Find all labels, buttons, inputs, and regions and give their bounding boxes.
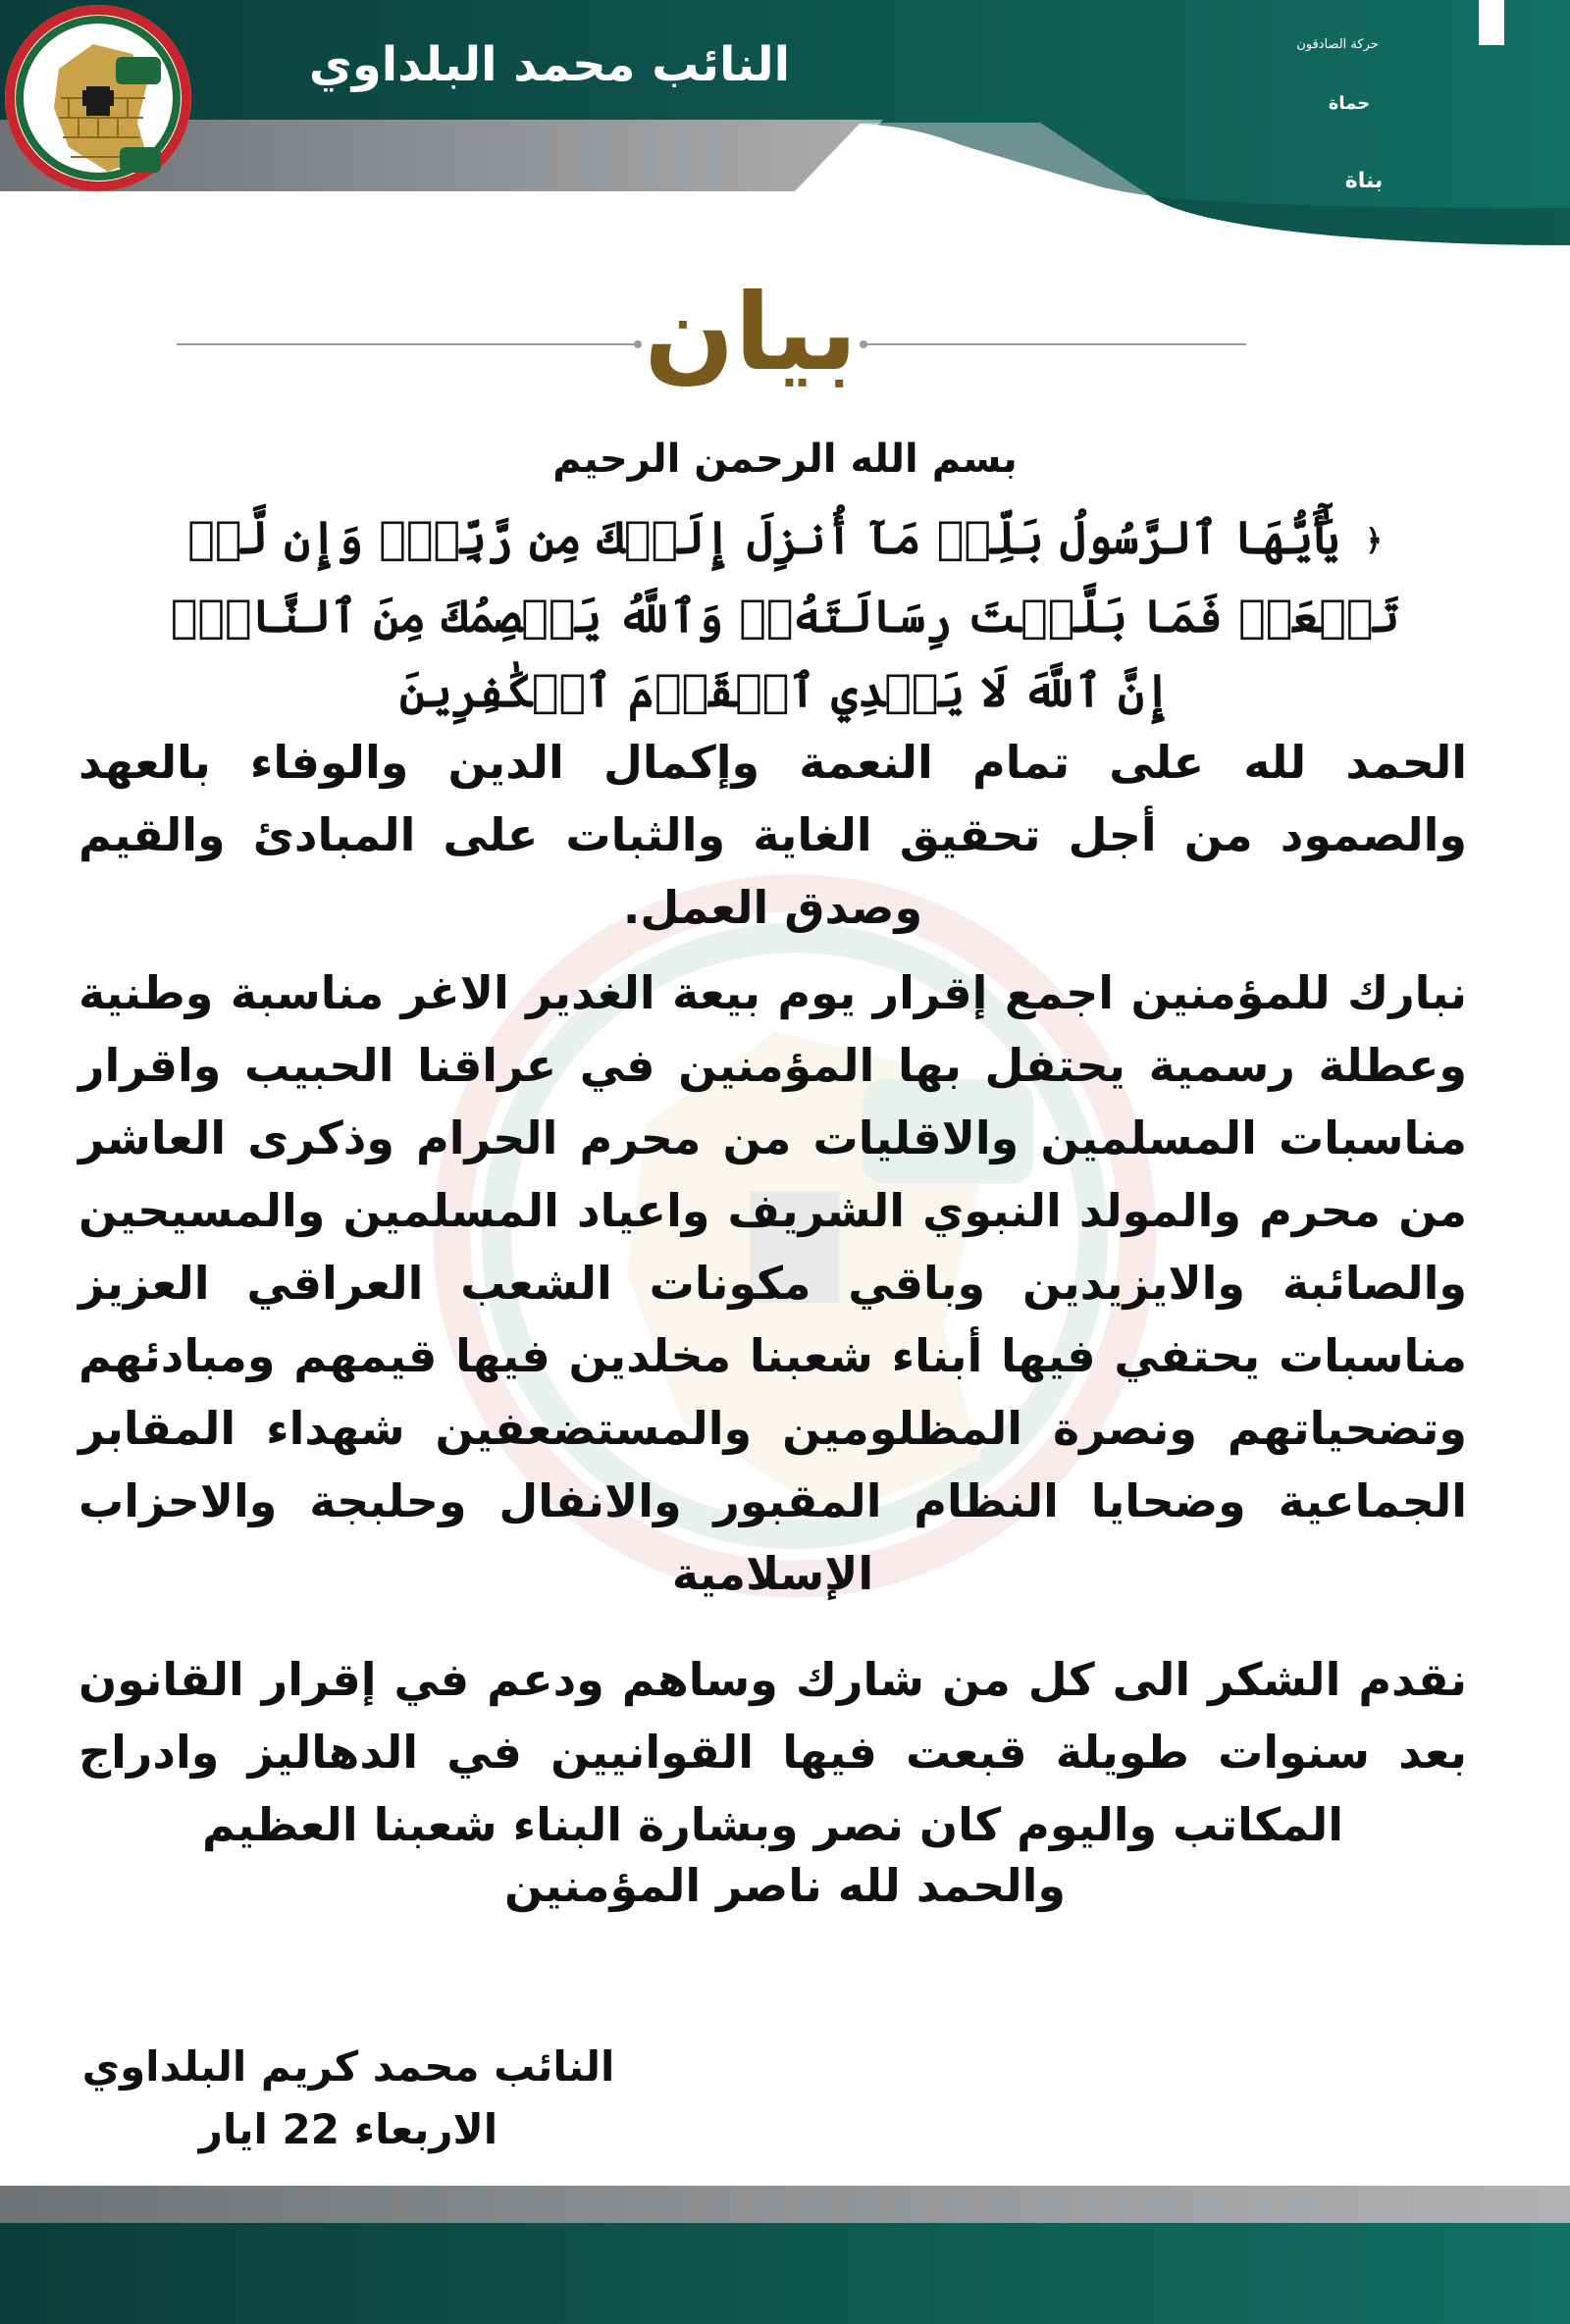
verse-opening-mark: ﴿	[1365, 524, 1383, 558]
paragraph-praise: الحمد لله على تمام النعمة وإكمال الدين والوفاء بالعهد والصمود من أجل تحقيق الغاية والثبات على المبادئ والقيم وصدق العمل.	[78, 736, 1467, 934]
title-divider-left	[177, 343, 638, 345]
verse-text: يَٰٓأَيُّهَا ٱلرَّسُولُ بَلِّغۡ مَآ أُنزِلَ إِلَيۡكَ مِن رَّبِّكَۖ وَإِن لَّمۡ تَفۡعَلۡ فَمَا بَلَّغۡتَ رِسَالَتَهُۥۚ وَٱللَّهُ يَعۡصِمُكَ مِنَ ٱلنَّاسِۗ إِنَّ ٱللَّهَ لَا يَهۡدِي ٱلۡقَوۡمَ ٱلۡكَٰفِرِينَ	[170, 511, 1400, 717]
basmala: بسم الله الرحمن الرحيم	[552, 437, 1018, 482]
logo-word-top: حماة	[1328, 93, 1371, 114]
member-name-header: النائب محمد البلداوي	[308, 37, 791, 92]
signature-name: النائب محمد كريم البلداوي	[81, 2042, 615, 2091]
document-title: بيان	[644, 272, 858, 394]
title-divider-right	[864, 343, 1246, 345]
signature-block	[59, 2036, 638, 2161]
corner-mark	[1479, 0, 1504, 45]
movement-logo	[0, 0, 196, 196]
paragraph-congratulations: نبارك للمؤمنين اجمع إقرار يوم بيعة الغدير الاغر مناسبة وطنية وعطلة رسمية يحتفل بها المؤمنين في عراقنا الحبيب واقرار مناسبات المسلمين والاقليات من محرم الحرام وذكرى العاشر من محرم والمولد النبوي الشريف واعياد المسلمين والمسيحين والصائبة والايزيدين وباقي مكونات الشعب العراقي العزيز مناسبات يحتفي فيها أبناء شعبنا مخلدين فيها قيمهم ومبادئهم وتضحياتهم ونصرة المظلومين والمستضعفين شهداء المقابر الجماعية وضحايا النظام المقبور والانفال وحلبجة والاحزاب الإسلامية	[78, 966, 1467, 1600]
quran-verse	[147, 500, 1423, 728]
logo-top-text: حركة الصادقون	[1296, 37, 1379, 52]
closing-line: والحمد لله ناصر المؤمنين	[504, 1859, 1066, 1912]
footer-banner	[0, 2186, 1570, 2324]
paragraph-thanks: نقدم الشكر الى كل من شارك وساهم ودعم في إقرار القانون بعد سنوات طويلة قبعت فيها القوانيين في الدهاليز وادراج المكاتب واليوم كان نصر وبشارة البناء شعبنا العظيم	[78, 1653, 1467, 1851]
header-banner	[0, 0, 1570, 255]
signature-date: الاربعاء 22 ايار	[198, 2105, 498, 2153]
title-row	[0, 272, 1570, 402]
logo-word-bottom: بناة	[1344, 169, 1384, 193]
